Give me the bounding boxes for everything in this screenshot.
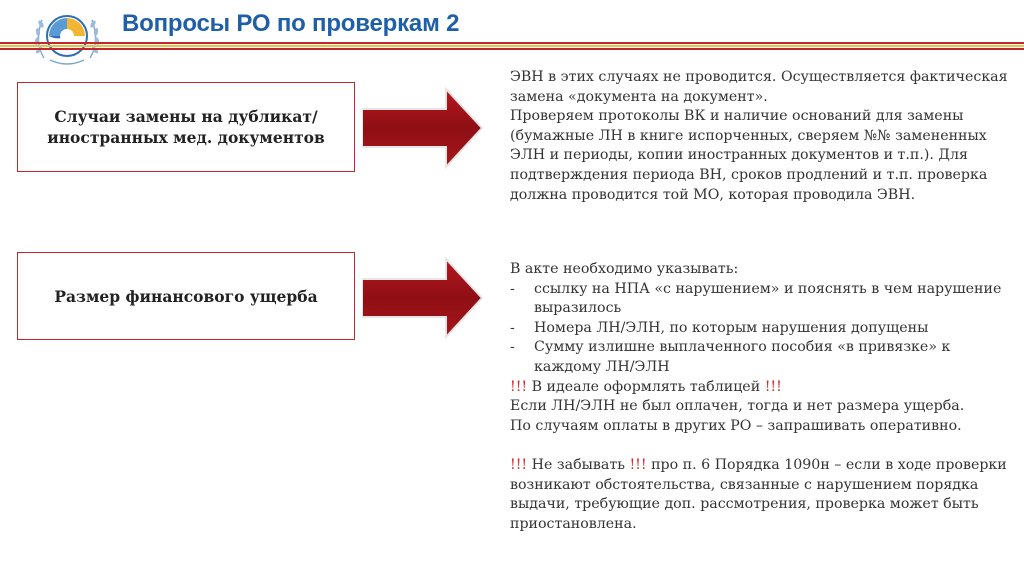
exclamation-mark: !!! [764,378,782,395]
fss-emblem-logo [30,6,104,70]
exclamation-mark: !!! [629,456,647,473]
paragraph: ЭВН в этих случаях не проводится. Осуществляется фактическая замена «документа на документ». [510,69,1008,105]
dash-bullet: - [510,339,515,356]
paragraph: Проверяем протоколы ВК и наличие оснований для замены (бумажные ЛН в книге испорченных, сверяем №№ замененных ЭЛН и периоды, копии иностранных документов и т.п.). Для подтверждения периода ВН, сроков продлений и т.п. проверка должна проводится той МО, которая проводила ЭВН. [510,108,988,203]
header-divider [0,42,1024,50]
case-label: Размер финансового ущерба [54,286,318,306]
remember-text: Не забывать [527,456,630,473]
list-item [510,319,1010,339]
duplicate-description [510,68,1010,205]
other-ro-line: По случаям оплаты в других РО – запрашивать оперативно. [510,417,962,434]
page-title: Вопросы РО по проверкам 2 [122,10,460,37]
no-damage-line: Если ЛН/ЭЛН не был оплачен, тогда и нет размера ущерба. [510,398,965,415]
dash-bullet: - [510,319,515,336]
list-item-text: Сумму излишне выплаченного пособия «в привязке» к каждому ЛН/ЭЛН [534,339,951,375]
ideal-text: В идеале оформлять таблицей [527,378,765,395]
blank-line [510,436,1010,456]
remember-paragraph [510,456,1010,534]
right-arrow-icon [362,257,484,339]
case-box-damage-size [17,252,355,340]
case-box-duplicate [17,82,355,172]
list-item-text: ссылку на НПА «с нарушением» и пояснять в чем нарушение выразилось [534,280,1002,317]
remember-rest: про п. 6 Порядка 1090н – если в ходе проверки возникают обстоятельства, связанные с нарушением порядка выдачи, требующие доп. рассмотрения, проверка может быть приостановлена. [510,456,1007,532]
list-item [510,280,1010,319]
exclamation-mark: !!! [510,378,528,395]
ideal-line [510,378,1010,398]
case-label: Случаи замены на дубликат/иностранных мед. документов [47,107,325,147]
damage-description [510,260,1010,534]
dash-bullet: - [510,280,515,297]
list-item-text: Номера ЛН/ЭЛН, по которым нарушения допущены [534,319,929,336]
exclamation-mark: !!! [510,456,528,473]
right-arrow-icon [362,87,484,169]
intro-line: В акте необходимо указывать: [510,261,739,277]
list-item [510,338,1010,377]
